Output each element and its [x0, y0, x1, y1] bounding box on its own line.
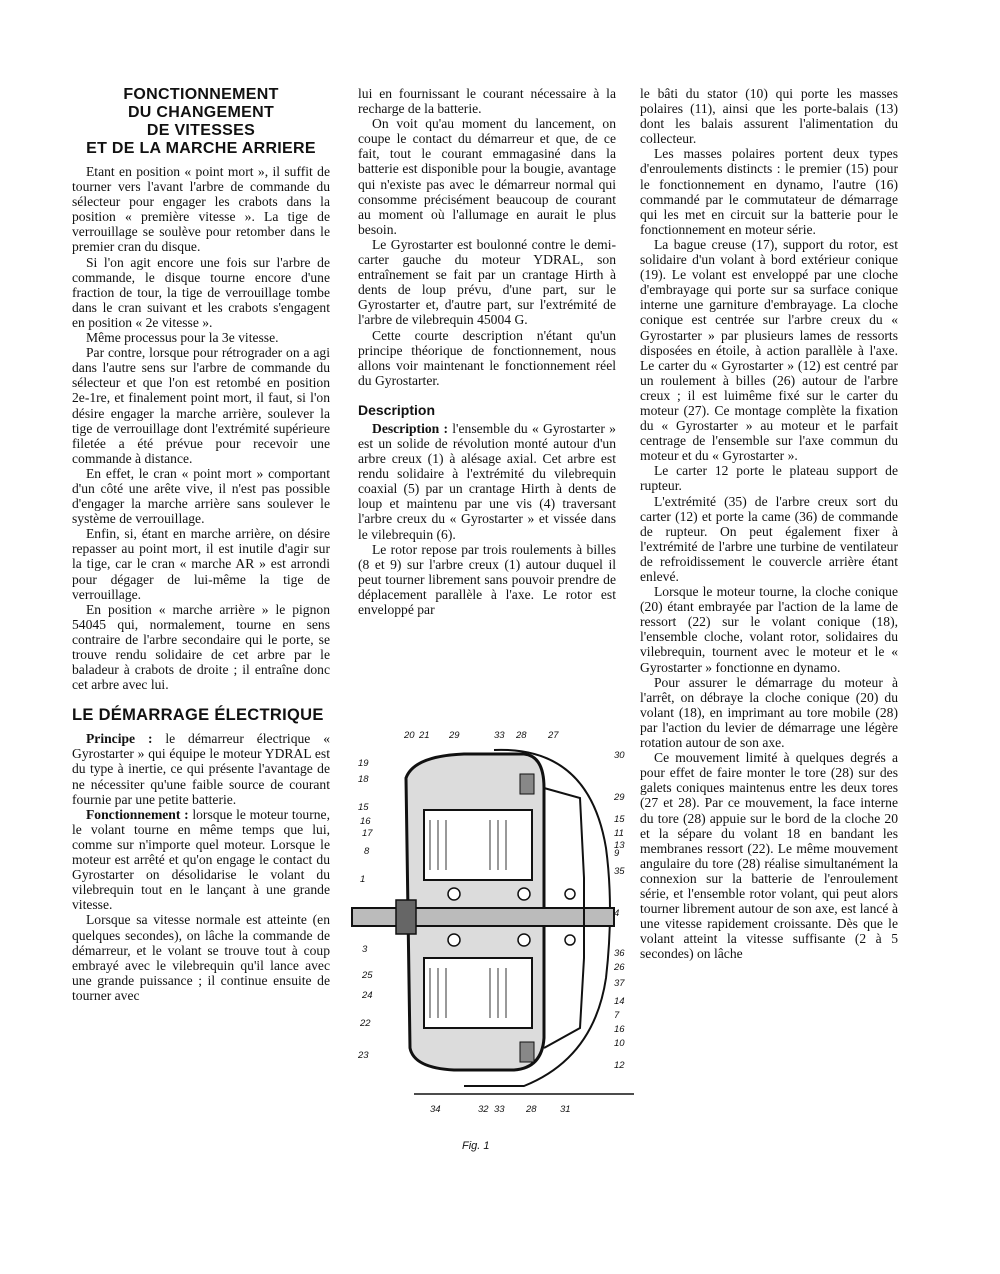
paragraph: Cette courte description n'étant qu'un principe théorique de fonctionnement, nous allons voir maintenant le fonctionnement réel du Gyrostarter. — [358, 327, 616, 388]
callout-label: 13 — [614, 840, 625, 851]
paragraph: Même processus pour la 3e vitesse. — [86, 330, 279, 346]
brush-holder — [520, 774, 534, 794]
stator-upper — [424, 810, 532, 880]
title-line: DE VITESSES — [146, 122, 256, 139]
figure-caption: Fig. 1 — [462, 1140, 490, 1152]
paragraph: Etant en position « point mort », il suffit de tourner vers l'avant l'arbre de commande du sélecteur pour engager les crabots dans la position « première vitesse ». La tige de verrouillage se soulève pour retomber dans le premier cran du disque. — [72, 164, 330, 255]
paragraph — [72, 731, 330, 806]
callout-label: 17 — [362, 828, 373, 839]
ball-bearing — [448, 888, 460, 900]
paragraph: Lorsque sa vitesse normale est atteinte (en quelques secondes), on lâche la commande de démarreur, et le volant se trouve tout à coup embrayé avec le vilebrequin qu'il lance avec une grande puissance ; il continue ensuite de tourner avec — [72, 912, 330, 1003]
callout-label: 16 — [614, 1024, 625, 1035]
callout-label: 10 — [614, 1038, 625, 1049]
callout-label: 14 — [614, 996, 625, 1007]
callout-label: 20 — [404, 730, 415, 741]
title-line: FONCTIONNEMENT — [123, 86, 279, 103]
callout-label: 28 — [526, 1104, 537, 1115]
paragraph — [72, 807, 330, 913]
paragraph-text: lorsque le moteur tourne, le volant tourne en même temps que lui, comme sur n'importe quel moteur. Lorsque le moteur est arrêté et qu'on engage le contact du Gyrostarter on désolidarise le volant du vilebrequin tout en le lançant à une grande vitesse. — [72, 806, 330, 913]
callout-label: 30 — [614, 750, 625, 761]
paragraph: On voit qu'au moment du lancement, on coupe le contact du démarreur et que, de ce fait, tout le courant emmagasiné dans la batterie est disponible pour la bougie, avantage qui n'existe pas avec le démarreur normal qui consomme précisément beaucoup de courant au moment où l'allumage en aurait le plus besoin. — [358, 116, 616, 237]
gyrostarter-cross-section-figure — [344, 728, 634, 1152]
paragraph: lui en fournissant le courant nécessaire à la recharge de la batterie. — [358, 86, 616, 117]
ball-bearing — [565, 889, 575, 899]
cross-section-drawing — [344, 728, 634, 1152]
column-3 — [640, 86, 898, 961]
paragraph: Le rotor repose par trois roulements à billes (8 et 9) sur l'arbre creux (1) autour duquel il peut tourner librement sans pouvoir prendre de déplacement parallèle à l'axe. Le rotor est enveloppé par — [358, 541, 616, 617]
callout-label: 4 — [614, 908, 620, 919]
callout-label: 35 — [614, 866, 625, 877]
paragraph: Le carter 12 porte le plateau support de rupteur. — [640, 463, 898, 494]
callout-label: 33 — [494, 730, 505, 741]
callout-label: 15 — [358, 802, 369, 813]
paragraph: Le Gyrostarter est boulonné contre le demi-carter gauche du moteur YDRAL, son entraînement se fait par un crantage Hirth à dents de loup prévu, d'une part, sur le Gyrostarter et, d'autre part, sur l'extrémité de l'arbre de vilebrequin 45004 G. — [358, 236, 616, 328]
callout-label: 22 — [360, 1018, 371, 1029]
callout-label: 8 — [364, 846, 370, 857]
callout-label: 3 — [362, 944, 368, 955]
callout-label: 7 — [614, 1010, 620, 1021]
paragraph: le bâti du stator (10) qui porte les masses polaires (11), ainsi que les porte-balais (13) dont les balais assurent l'alimentation du collecteur. — [640, 86, 898, 147]
paragraph: En effet, le cran « point mort » comportant d'un côté une arête vive, il n'est pas possible d'engager la marche arrière sans soulever le système de verrouillage. — [72, 465, 330, 527]
callout-label: 21 — [419, 730, 430, 741]
callout-label: 29 — [449, 730, 460, 741]
paragraph: La bague creuse (17), support du rotor, est solidaire d'un volant à bord extérieur conique (19). Le volant est enveloppé par une cloche d'embrayage qui porte sur sa surface conique interne une garniture d'embrayage. La cloche conique est centrée sur l'arbre creux du « Gyrostarter » par plusieurs lames de ressorts disposées en étoile, à action parallèle à l'axe. Le carter du « Gyrostarter » (12) est centré par un roulement à billes (26) autour de l'arbre creux ; il est luimême fixé sur le carter du moteur (27). Ce montage complète la fixation du « Gyrostarter » au moteur et le parfait centrage de l'ensemble sur l'axe commun du moteur et du « Gyrostarter ». — [640, 236, 898, 464]
stator-lower — [424, 958, 532, 1028]
paragraph-lead: Description : — [372, 420, 448, 436]
callout-label: 36 — [614, 948, 625, 959]
callout-label: 37 — [614, 978, 625, 989]
paragraph: Ce mouvement limité à quelques degrés a pour effet de faire monter le tore (28) sur des galets coniques maintenus entre les deux tores (27 et 28). Par ce mouvement, la face interne du tore (28) appuie sur le bord de la cloche 20 et la sépare du volant 18 en bandant les membranes ressort (22). Le même mouvement angulaire du tore (28) réalise simultanément la connexion sur la batterie de l'enroulement série, et l'ensemble rotor volant, qui peut alors tourner librement autour de son axe, est lancé à une vitesse rapidement croissante. Dès que le volant atteint la vitesse suffisante (2 à 5 secondes) on lâche — [640, 750, 898, 962]
paragraph: Si l'on agit encore une fois sur l'arbre de commande, le disque tourne encore d'une fraction de tour, la tige de verrouillage tombe dans le cran suivant et les crabots s'engagent en position « 2e vitesse ». — [72, 254, 330, 330]
hirth-coupling — [396, 900, 416, 934]
ball-bearing — [518, 888, 530, 900]
callout-label: 12 — [614, 1060, 625, 1071]
callout-label: 19 — [358, 758, 369, 769]
section-title-gearbox — [72, 86, 330, 158]
column-2 — [358, 86, 616, 617]
callout-label: 23 — [358, 1050, 369, 1061]
paragraph — [358, 421, 616, 542]
callout-label: 18 — [358, 774, 369, 785]
paragraph: Par contre, lorsque pour rétrograder on a agi dans l'autre sens sur l'arbre de commande du sélecteur et que l'on est retombé en position 2e-1re, et finalement point mort, il faut, si l'on désire engager la marche arrière, soulever la tige de verrouillage dont l'extrémité supérieure filetée a été prévue pour recevoir une commande à distance. — [72, 345, 330, 466]
paragraph: Lorsque le moteur tourne, la cloche conique (20) étant embrayée par l'action de la lame de ressort (22) sur le volant conique (18), l'ensemble cloche, volant rotor, solidaires du vilebrequin, tournent avec le moteur et le « Gyrostarter » fonctionne en dynamo. — [640, 584, 898, 675]
callout-label: 32 — [478, 1104, 489, 1115]
paragraph: En position « marche arrière » le pignon 54045 qui, normalement, tourne en sens contraire de l'arbre secondaire qui le porte, se trouve rendu solidaire de cet arbre par le baladeur à crabots de droite ; il entraîne donc cet arbre avec lui. — [72, 601, 330, 693]
callout-label: 9 — [614, 848, 620, 859]
callout-label: 15 — [614, 814, 625, 825]
subsection-title-description: Description — [358, 401, 436, 418]
callout-label: 16 — [360, 816, 371, 827]
paragraph: Les masses polaires portent deux types d'enroulements distincts : le premier (15) pour le fonctionnement en dynamo, l'autre (16) commandé par le commutateur de démarrage qui les met en circuit sur la batterie pour le fonctionnement en moteur série. — [640, 146, 898, 237]
callout-label: 33 — [494, 1104, 505, 1115]
paragraph-text: l'ensemble du « Gyrostarter » est un solide de révolution monté autour d'un arbre creux (1) à alésage axial. Cet arbre est rendu solidaire à l'extrémité du vilebrequin coaxial (5) par un crantage Hirth à dents de loup et maintenu par une vis (4) traversant l'arbre creux du « Gyrostarter » et vissée dans le vilebrequin (6). — [358, 420, 616, 542]
column-1 — [72, 86, 330, 1003]
brush-holder — [520, 1042, 534, 1062]
callout-label: 24 — [362, 990, 373, 1001]
paragraph-text: le démarreur électrique « Gyrostarter » qui équipe le moteur YDRAL est du type à inertie, ce qui présente l'avantage de ne nécessiter qu'une faible source de courant fournie par une petite batterie. — [72, 731, 330, 807]
ball-bearing — [565, 935, 575, 945]
callout-label: 34 — [430, 1104, 441, 1115]
callout-label: 11 — [614, 828, 624, 839]
paragraph-lead: Fonctionnement : — [86, 806, 189, 822]
title-line: DU CHANGEMENT — [127, 104, 275, 121]
callout-label: 31 — [560, 1104, 571, 1115]
callout-label: 25 — [362, 970, 373, 981]
paragraph-lead: Principe : — [86, 731, 153, 747]
title-line: ET DE LA MARCHE ARRIERE — [86, 140, 316, 157]
callout-label: 27 — [548, 730, 559, 741]
hollow-shaft — [352, 908, 614, 926]
callout-label: 26 — [614, 962, 625, 973]
ball-bearing — [518, 934, 530, 946]
callout-label: 1 — [360, 874, 366, 885]
paragraph: L'extrémité (35) de l'arbre creux sort du carter (12) et porte la came (36) de commande de rupteur. On peut également fixer à l'extrémité de l'arbre une turbine de ventilateur de refroidissement le couvercle arrière étant enlevé. — [640, 493, 898, 584]
ball-bearing — [448, 934, 460, 946]
section-title-starter: LE DÉMARRAGE ÉLECTRIQUE — [72, 706, 324, 725]
paragraph: Pour assurer le démarrage du moteur à l'arrêt, on débraye la cloche conique (20) du volant (18), en imprimant au tore mobile (28) par l'action du levier de démarrage une légère rotation autour de son axe. — [640, 674, 898, 751]
callout-label: 28 — [516, 730, 527, 741]
callout-label: 29 — [614, 792, 625, 803]
paragraph: Enfin, si, étant en marche arrière, on désire repasser au point mort, il est inutile d'agir sur la tige, car le cran « marche AR » est arrondi pour dégager de lui-même la tige de verrouillage. — [72, 526, 330, 602]
